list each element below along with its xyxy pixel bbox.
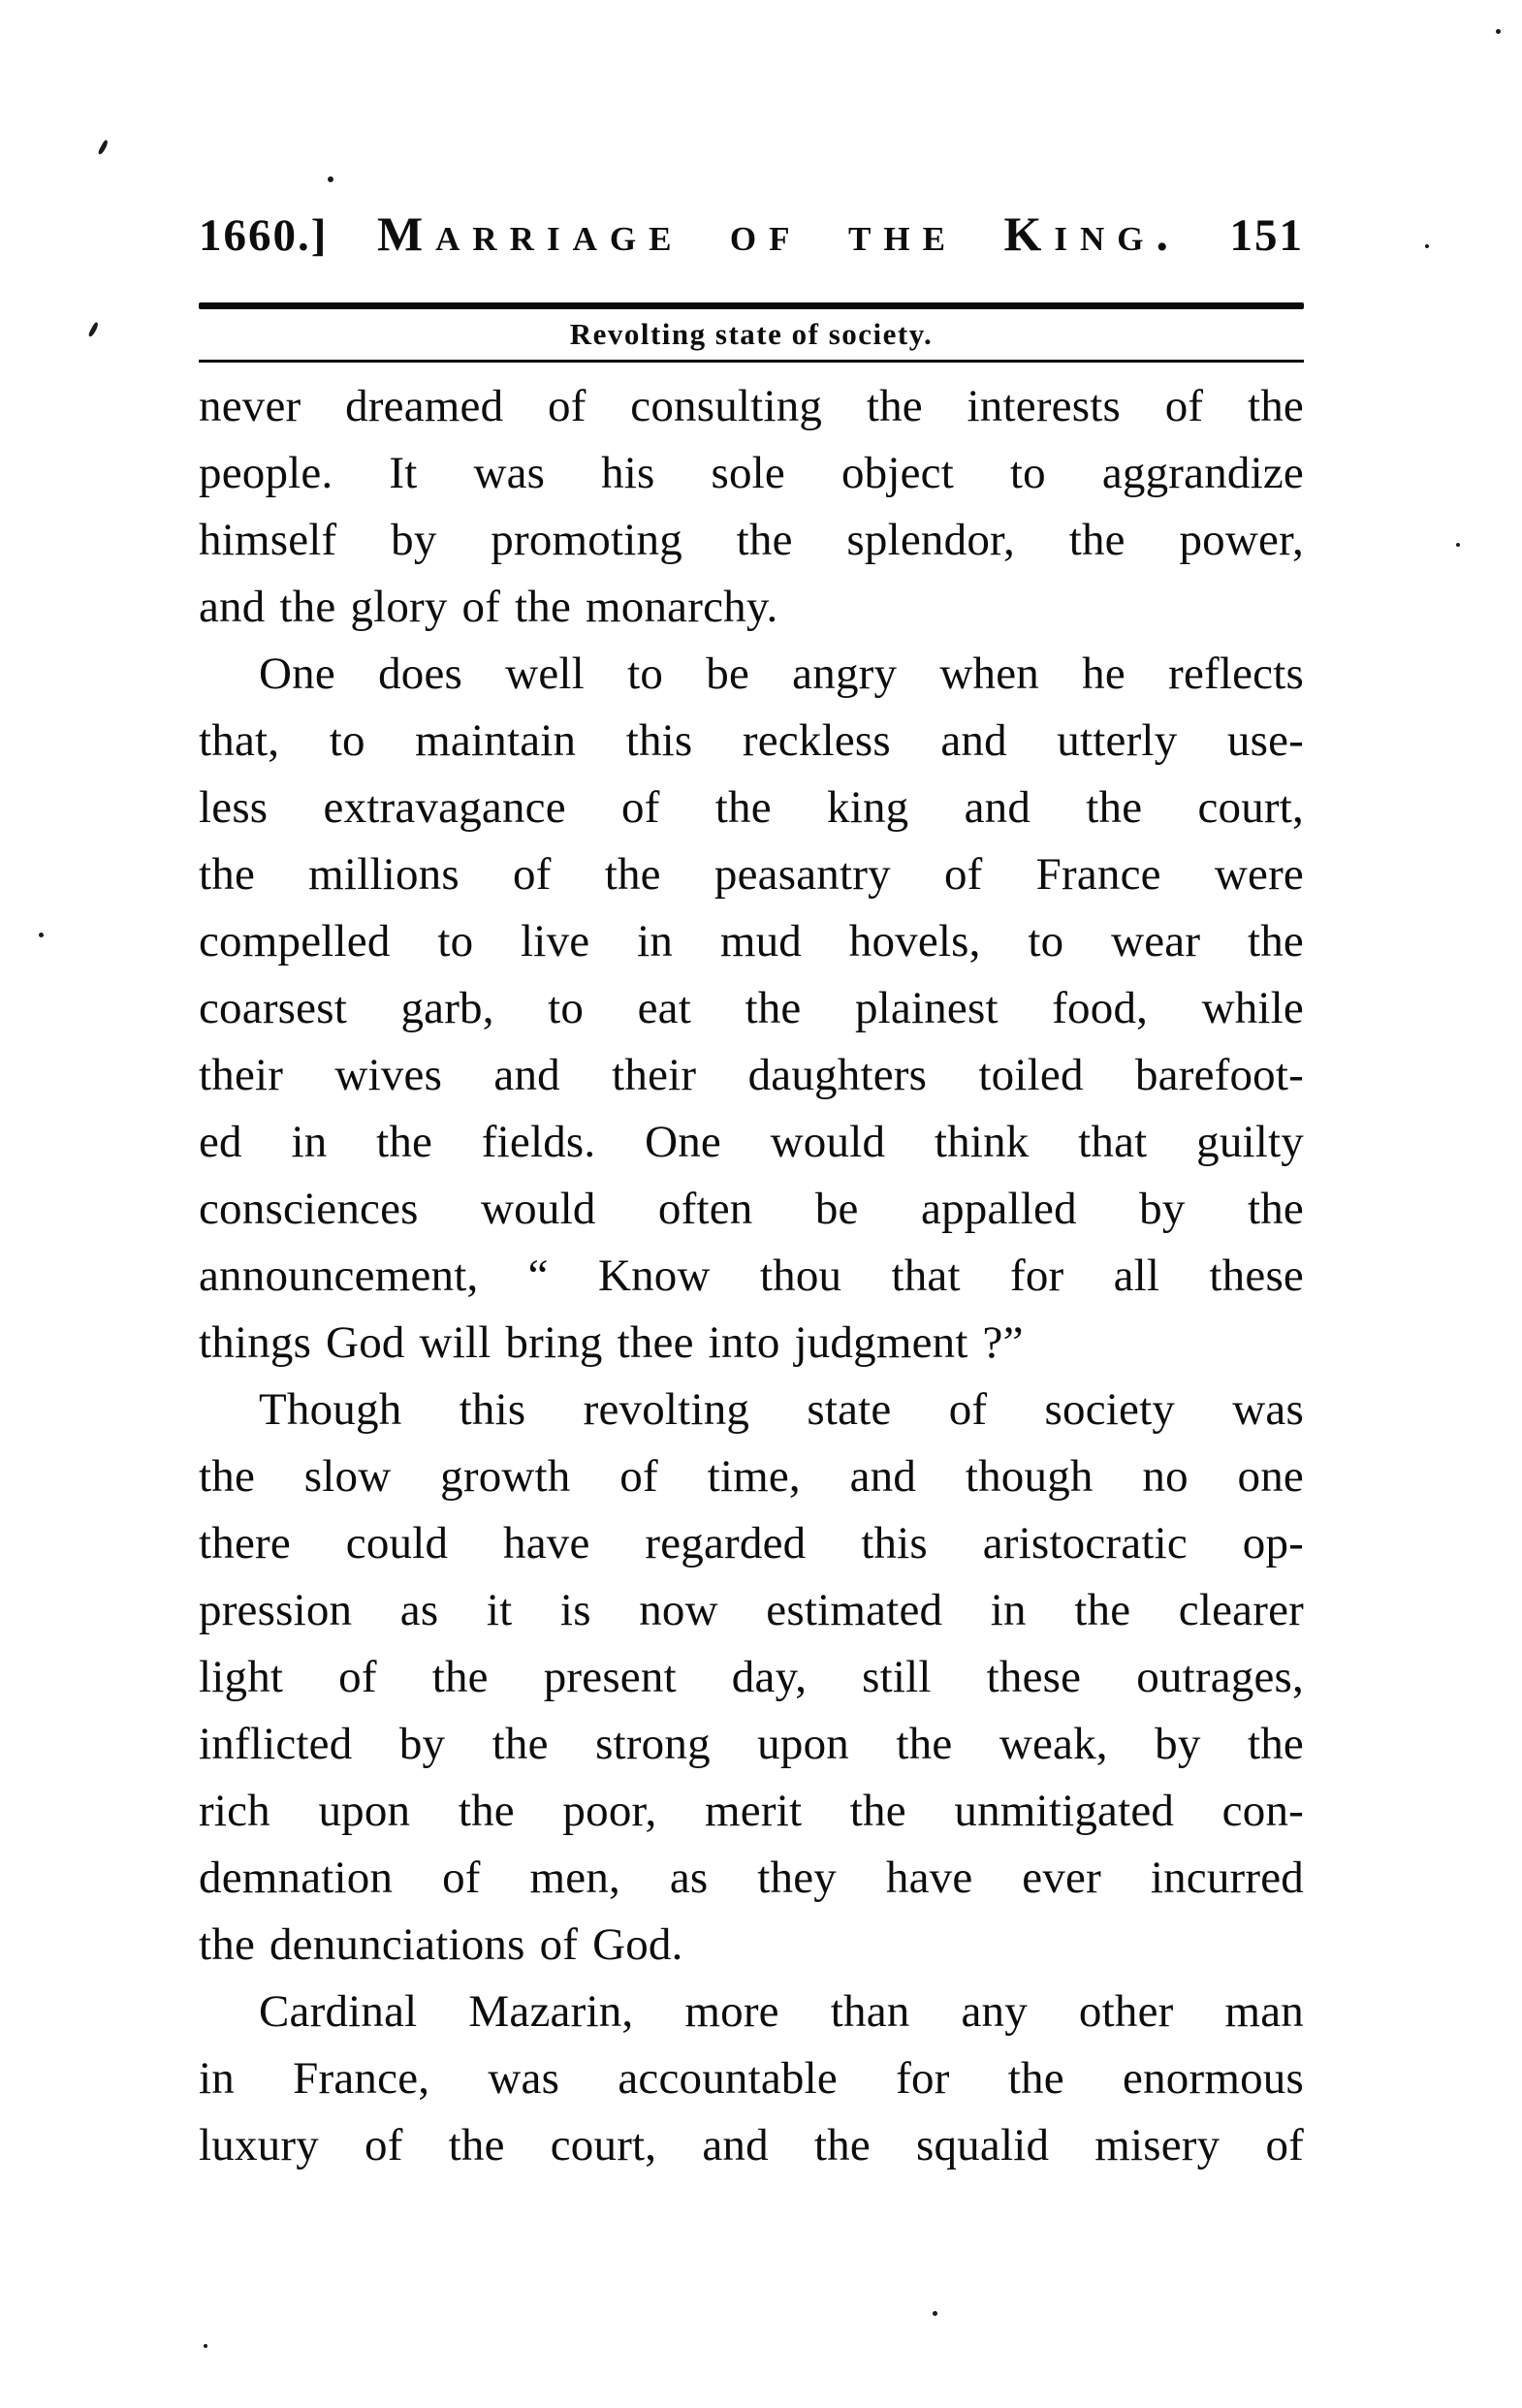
header-title: Marriage of the King.	[376, 206, 1181, 261]
scan-speck	[933, 2311, 937, 2316]
text-line: coarsest garb, to eat the plainest food, while	[199, 983, 1304, 1033]
text-line: less extravagance of the king and the court,	[199, 782, 1304, 833]
scan-speck	[1456, 543, 1460, 547]
scan-speck	[204, 2344, 207, 2348]
text-line: luxury of the court, and the squalid misery of	[199, 2120, 1304, 2170]
scan-speck	[39, 933, 44, 937]
text-line: there could have regarded this aristocratic op-	[199, 1518, 1304, 1568]
text-line: consciences would often be appalled by the	[199, 1184, 1304, 1234]
scan-speck	[1496, 29, 1501, 34]
header-rule-thick	[199, 302, 1304, 309]
text-line: himself by promoting the splendor, the power,	[199, 515, 1304, 565]
text-line: in France, was accountable for the enormous	[199, 2053, 1304, 2104]
text-line: pression as it is now estimated in the clearer	[199, 1585, 1304, 1635]
running-head	[199, 206, 1304, 266]
section-heading: Revolting state of society.	[569, 317, 934, 351]
text-line: people. It was his sole object to aggrandize	[199, 448, 1304, 498]
text-line: compelled to live in mud hovels, to wear the	[199, 916, 1304, 966]
text-line: the slow growth of time, and though no one	[199, 1451, 1304, 1502]
scan-speck	[88, 322, 100, 337]
body-text	[199, 373, 1304, 2179]
header-rule-thin	[199, 360, 1304, 363]
text-line: ed in the fields. One would think that guilty	[199, 1117, 1304, 1167]
text-line: inflicted by the strong upon the weak, by the	[199, 1719, 1304, 1769]
text-line: One does well to be angry when he reflects	[259, 649, 1304, 699]
text-line: their wives and their daughters toiled barefoot-	[199, 1050, 1304, 1100]
header-year: 1660.]	[199, 210, 329, 261]
text-line: never dreamed of consulting the interests of the	[199, 381, 1304, 431]
text-line: and the glory of the monarchy.	[199, 582, 778, 632]
header-page-number: 151	[1229, 210, 1304, 261]
text-line: that, to maintain this reckless and utterly use-	[199, 715, 1304, 766]
text-line: light of the present day, still these outrages,	[199, 1652, 1304, 1702]
scan-speck	[98, 140, 110, 155]
text-line: Cardinal Mazarin, more than any other man	[259, 1986, 1304, 2037]
text-line: Though this revolting state of society was	[259, 1384, 1304, 1435]
scan-speck	[1425, 244, 1429, 248]
text-line: demnation of men, as they have ever incurred	[199, 1853, 1304, 1903]
text-line: announcement, “ Know thou that for all these	[199, 1251, 1304, 1301]
text-line: the denunciations of God.	[199, 1919, 683, 1970]
text-line: the millions of the peasantry of France were	[199, 849, 1304, 900]
text-line: things God will bring thee into judgment ?”	[199, 1317, 1024, 1368]
text-line: rich upon the poor, merit the unmitigated con-	[199, 1786, 1304, 1836]
scan-speck	[328, 176, 333, 182]
page-content	[199, 0, 1304, 2179]
